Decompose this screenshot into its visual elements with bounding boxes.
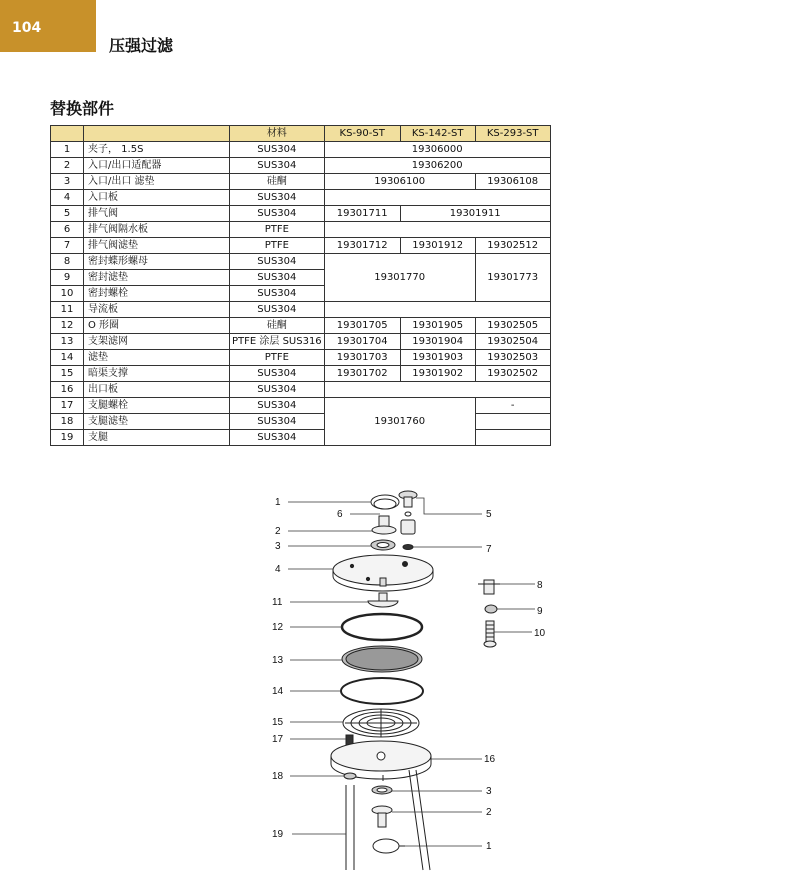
part-code: 19301902 xyxy=(400,366,475,382)
part-code: 19301704 xyxy=(324,334,400,350)
part-code: 19301705 xyxy=(324,318,400,334)
part-name: 导流板 xyxy=(84,302,230,318)
parts-table xyxy=(50,125,551,446)
part-material: 硅酮 xyxy=(230,318,325,334)
part-name: 排气阀 xyxy=(84,206,230,222)
exploded-parts-diagram xyxy=(0,480,804,874)
part-material: SUS304 xyxy=(230,286,325,302)
part-code: 19301904 xyxy=(400,334,475,350)
callout-14: 14 xyxy=(272,686,284,697)
part-name: 出口板 xyxy=(84,382,230,398)
part-code: 19301703 xyxy=(324,350,400,366)
part-name: 排气阀隔水板 xyxy=(84,222,230,238)
vent-gasket-drawing xyxy=(403,545,413,550)
table-row xyxy=(51,398,551,414)
part-code-empty xyxy=(324,190,550,206)
part-name: O 形圈 xyxy=(84,318,230,334)
callout-3-lower: 3 xyxy=(486,786,492,797)
part-no: 5 xyxy=(51,206,84,222)
filter-pad-drawing xyxy=(341,678,423,704)
part-name: 密封螺栓 xyxy=(84,286,230,302)
table-row xyxy=(51,142,551,158)
part-material: SUS304 xyxy=(230,366,325,382)
part-material: PTFE xyxy=(230,350,325,366)
callout-3: 3 xyxy=(275,541,281,552)
part-material: SUS304 xyxy=(230,270,325,286)
part-name: 入口/出口 滤垫 xyxy=(84,174,230,190)
part-name: 暗渠支撑 xyxy=(84,366,230,382)
part-code: 19302502 xyxy=(475,366,550,382)
part-material: SUS304 xyxy=(230,206,325,222)
part-no: 11 xyxy=(51,302,84,318)
part-code-empty xyxy=(324,382,550,398)
part-no: 6 xyxy=(51,222,84,238)
part-code: 19302503 xyxy=(475,350,550,366)
section-title: 替换部件 xyxy=(50,99,115,118)
part-code: 19301773 xyxy=(475,254,550,302)
callout-2-lower: 2 xyxy=(486,807,492,818)
col-header-ks293: KS-293-ST xyxy=(475,126,550,142)
table-row xyxy=(51,302,551,318)
part-material: PTFE xyxy=(230,222,325,238)
callout-18: 18 xyxy=(272,771,284,782)
support-screen-drawing xyxy=(342,646,422,672)
part-material: SUS304 xyxy=(230,398,325,414)
part-material: PTFE xyxy=(230,238,325,254)
vent-valve-drawing xyxy=(399,491,417,534)
part-code: 19301911 xyxy=(400,206,550,222)
part-code-empty xyxy=(324,222,550,238)
underdrain-support-drawing xyxy=(343,709,419,737)
part-code: 19301711 xyxy=(324,206,400,222)
part-code: 19301912 xyxy=(400,238,475,254)
part-name: 滤垫 xyxy=(84,350,230,366)
page-title: 压强过滤 xyxy=(109,36,174,55)
seal-bolt-drawing xyxy=(484,621,496,647)
part-code: 19306200 xyxy=(324,158,550,174)
part-no: 12 xyxy=(51,318,84,334)
part-material: SUS304 xyxy=(230,190,325,206)
part-no: 1 xyxy=(51,142,84,158)
part-code: 19301903 xyxy=(400,350,475,366)
part-no: 16 xyxy=(51,382,84,398)
callout-19: 19 xyxy=(272,829,284,840)
part-code: 19306100 xyxy=(324,174,475,190)
table-row xyxy=(51,158,551,174)
col-header-material: 材料 xyxy=(230,126,325,142)
part-no: 2 xyxy=(51,158,84,174)
page-number-tab xyxy=(0,0,96,52)
clamp-drawing xyxy=(373,839,405,853)
part-material: PTFE 涂层 SUS316 xyxy=(230,334,325,350)
part-no: 19 xyxy=(51,430,84,446)
diffuser-drawing xyxy=(368,593,398,607)
part-no: 3 xyxy=(51,174,84,190)
part-material: SUS304 xyxy=(230,302,325,318)
part-code-empty xyxy=(324,302,550,318)
part-material: SUS304 xyxy=(230,142,325,158)
col-header-no xyxy=(51,126,84,142)
callout-5: 5 xyxy=(486,509,492,520)
table-row xyxy=(51,318,551,334)
part-name: 支腿滤垫 xyxy=(84,414,230,430)
part-name: 入口板 xyxy=(84,190,230,206)
part-code: 19306108 xyxy=(475,174,550,190)
part-no: 10 xyxy=(51,286,84,302)
seal-gasket-drawing xyxy=(485,605,497,613)
part-material: SUS304 xyxy=(230,254,325,270)
part-code-empty xyxy=(475,414,550,430)
callout-11: 11 xyxy=(272,597,283,608)
part-code: 19306000 xyxy=(324,142,550,158)
table-row xyxy=(51,334,551,350)
part-code: 19302504 xyxy=(475,334,550,350)
callout-4: 4 xyxy=(275,564,281,575)
callout-16: 16 xyxy=(484,754,496,765)
callout-17: 17 xyxy=(272,734,284,745)
callout-6: 6 xyxy=(337,509,343,520)
table-header-row xyxy=(51,126,551,142)
part-code: 19301712 xyxy=(324,238,400,254)
adapter-drawing xyxy=(372,516,396,534)
page-number: 104 xyxy=(12,20,42,36)
col-header-name xyxy=(84,126,230,142)
part-name: 密封蝶形螺母 xyxy=(84,254,230,270)
table-row xyxy=(51,222,551,238)
legs-drawing xyxy=(346,770,430,870)
callout-10: 10 xyxy=(534,628,546,639)
callout-1-lower: 1 xyxy=(486,841,492,852)
table-row xyxy=(51,190,551,206)
table-row xyxy=(51,238,551,254)
part-name: 支腿螺栓 xyxy=(84,398,230,414)
part-code: 19302512 xyxy=(475,238,550,254)
callout-1: 1 xyxy=(275,497,281,508)
part-material: SUS304 xyxy=(230,158,325,174)
part-no: 8 xyxy=(51,254,84,270)
part-no: 17 xyxy=(51,398,84,414)
part-code-empty xyxy=(475,430,550,446)
part-code: 19301770 xyxy=(324,254,475,302)
o-ring-drawing xyxy=(342,614,422,640)
callout-12: 12 xyxy=(272,622,284,633)
part-name: 支架滤网 xyxy=(84,334,230,350)
part-name: 密封滤垫 xyxy=(84,270,230,286)
part-name: 入口/出口适配器 xyxy=(84,158,230,174)
part-no: 13 xyxy=(51,334,84,350)
part-code: 19302505 xyxy=(475,318,550,334)
part-code: 19301702 xyxy=(324,366,400,382)
callout-9: 9 xyxy=(537,606,543,617)
part-code: 19301760 xyxy=(324,398,475,446)
table-row xyxy=(51,366,551,382)
part-name: 排气阀滤垫 xyxy=(84,238,230,254)
leader-lines xyxy=(288,498,535,846)
leg-gasket-drawing xyxy=(344,773,356,779)
col-header-ks142: KS-142-ST xyxy=(400,126,475,142)
inlet-plate-drawing xyxy=(333,555,433,591)
clamp-drawing xyxy=(371,495,399,509)
part-code: - xyxy=(475,398,550,414)
callout-2: 2 xyxy=(275,526,281,537)
part-no: 14 xyxy=(51,350,84,366)
part-no: 9 xyxy=(51,270,84,286)
part-material: SUS304 xyxy=(230,430,325,446)
table-row xyxy=(51,350,551,366)
part-no: 7 xyxy=(51,238,84,254)
part-no: 18 xyxy=(51,414,84,430)
part-material: SUS304 xyxy=(230,414,325,430)
table-row xyxy=(51,414,551,430)
table-row xyxy=(51,174,551,190)
part-no: 15 xyxy=(51,366,84,382)
part-material: 硅酮 xyxy=(230,174,325,190)
part-material: SUS304 xyxy=(230,382,325,398)
part-no: 4 xyxy=(51,190,84,206)
callout-8: 8 xyxy=(537,580,543,591)
callout-15: 15 xyxy=(272,717,284,728)
part-name: 支腿 xyxy=(84,430,230,446)
table-row xyxy=(51,382,551,398)
table-row xyxy=(51,254,551,270)
part-name: 夹子， 1.5S xyxy=(84,142,230,158)
callout-7: 7 xyxy=(486,544,492,555)
part-code: 19301905 xyxy=(400,318,475,334)
adapter-drawing xyxy=(372,806,392,827)
callout-13: 13 xyxy=(272,655,284,666)
col-header-ks90: KS-90-ST xyxy=(324,126,400,142)
table-row xyxy=(51,430,551,446)
wing-nut-drawing xyxy=(478,580,500,594)
table-row xyxy=(51,206,551,222)
